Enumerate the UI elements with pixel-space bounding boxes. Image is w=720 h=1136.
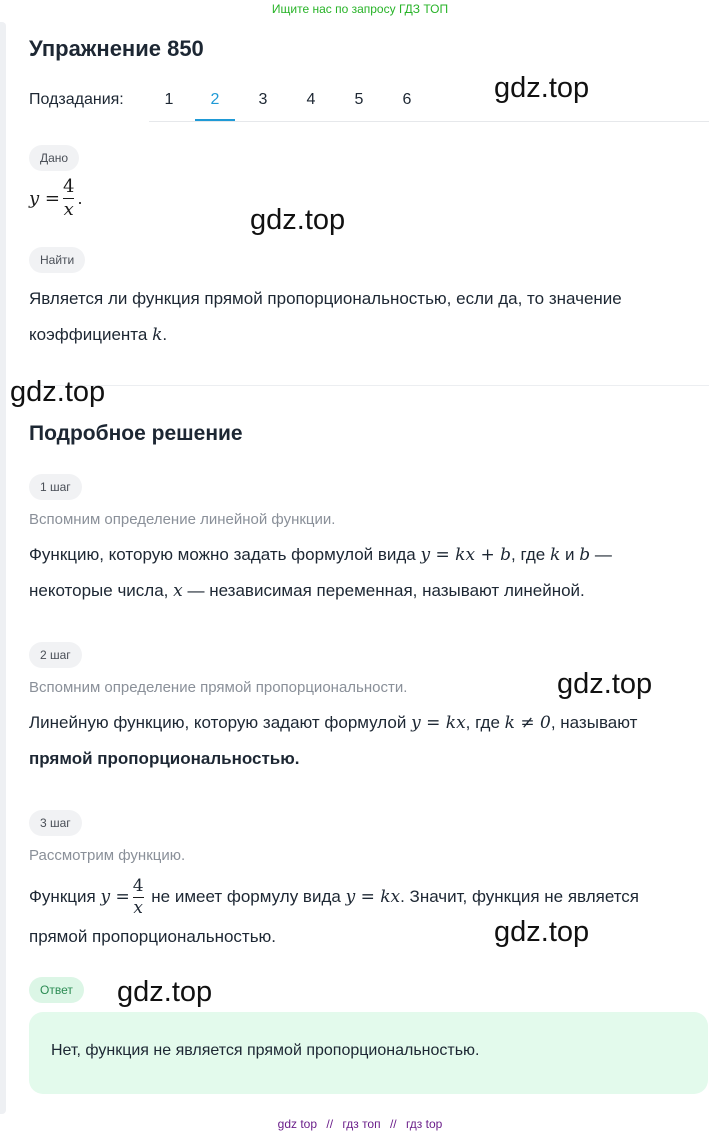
step-3-fraction: $\frac{4}{x}$ (132, 875, 144, 918)
step-3-hint: Рассмотрим функцию. (29, 847, 186, 864)
footer-link-2[interactable]: гдз топ (342, 1117, 381, 1131)
given-fraction (63, 178, 74, 219)
watermark: gdz.top (10, 376, 106, 408)
step-1-line-2: некоторые числа, x — независимая переменная, называют линейной. (29, 581, 585, 601)
given-formula (29, 178, 82, 219)
section-divider (29, 385, 709, 386)
formula-k-nonzero: k ≠ 0 (504, 713, 551, 733)
given-numerator: 4 (62, 176, 75, 197)
exercise-title: Упражнение 850 (29, 36, 204, 61)
formula-direct: y = kx (411, 713, 466, 733)
given-period: . (77, 188, 83, 208)
step-3-line-2: прямой пропорциональностью. (29, 927, 277, 946)
step-2-text (29, 705, 699, 777)
step-3-line-1: Функция y = $\frac{4}{x}$ не имеет формулу вида y = kx . Значит, функция не является (29, 875, 640, 918)
given-denominator: x (63, 199, 74, 220)
given-lhs: y = (29, 188, 60, 209)
step-2-badge: 2 шаг (29, 642, 82, 668)
watermark: gdz.top (117, 976, 213, 1008)
step-1-badge: 1 шаг (29, 474, 82, 500)
find-line-2: коэффициента k. (29, 325, 168, 345)
step-2-line-2: прямой пропорциональностью. (29, 749, 300, 768)
step-2-line-1: Линейную функцию, которую задают формулой y = kx, где k ≠ 0, называют (29, 713, 638, 733)
subtasks-divider (149, 121, 709, 122)
subtasks-nav (29, 88, 709, 122)
subtask-tab-5[interactable]: 5 (354, 91, 364, 108)
step-3-text (29, 875, 699, 919)
footer-link-3[interactable]: гдз top (405, 1117, 443, 1131)
watermark: gdz.top (494, 72, 590, 104)
find-badge: Найти (29, 247, 85, 273)
subtask-tab-6[interactable]: 6 (402, 91, 412, 108)
subtask-tab-1[interactable]: 1 (164, 91, 174, 108)
subtask-tab-4[interactable]: 4 (306, 91, 316, 108)
watermark: gdz.top (250, 204, 346, 236)
subtask-tab-2[interactable]: 2 (195, 91, 235, 109)
top-banner[interactable]: Ищите нас по запросу ГДЗ ТОП (271, 2, 449, 16)
footer-links (0, 1117, 720, 1131)
step-1-line-1: Функцию, которую можно задать формулой вида y = kx + b, где k и b — (29, 545, 612, 565)
solution-heading: Подробное решение (29, 422, 243, 445)
answer-box (29, 1012, 708, 1094)
var-k: k (152, 325, 163, 345)
footer-sep: // (389, 1117, 397, 1131)
formula-linear: y = kx + b (420, 545, 511, 565)
step-1-hint: Вспомним определение линейной функции. (29, 511, 336, 528)
find-line-1: Является ли функция прямой пропорциональностью, если да, то значение (29, 289, 622, 308)
answer-text: Нет, функция не является прямой пропорциональностью. (51, 1042, 480, 1059)
step-3-badge: 3 шаг (29, 810, 82, 836)
step-1-text (29, 537, 699, 609)
step-2-hint: Вспомним определение прямой пропорциональности. (29, 679, 408, 696)
subtasks-label: Подзадания: (29, 91, 124, 108)
watermark: gdz.top (494, 916, 590, 948)
subtask-tab-3[interactable]: 3 (258, 91, 268, 108)
footer-sep: // (326, 1117, 334, 1131)
given-badge: Дано (29, 145, 79, 171)
left-rule (0, 22, 6, 1114)
answer-badge: Ответ (29, 977, 84, 1003)
find-text (29, 281, 699, 353)
watermark: gdz.top (557, 668, 653, 700)
footer-link-1[interactable]: gdz top (277, 1117, 318, 1131)
